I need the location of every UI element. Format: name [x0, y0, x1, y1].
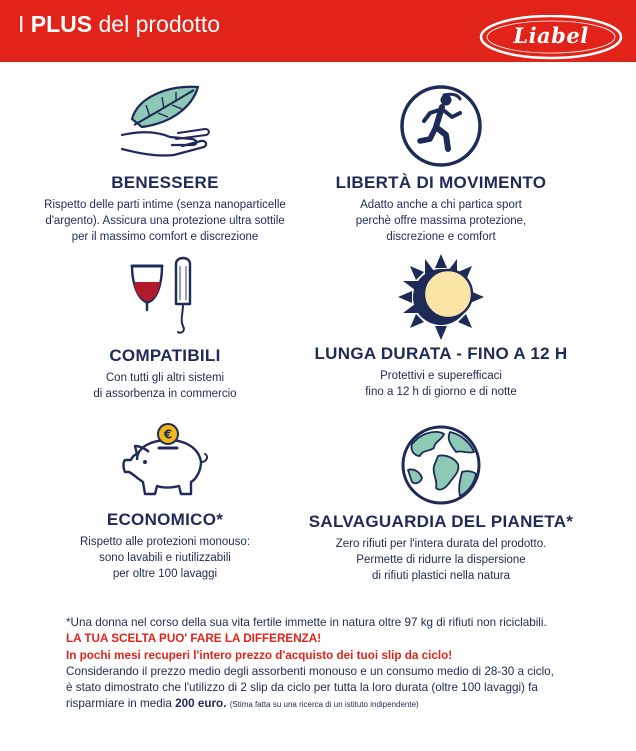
title-prefix: I — [18, 11, 25, 37]
feature-description — [306, 368, 576, 400]
feature-compatibili — [30, 252, 300, 402]
savings-text-line — [66, 696, 626, 713]
feather-hand-icon — [120, 83, 210, 165]
title-bold: PLUS — [30, 11, 93, 37]
feature-salvaguardia — [306, 422, 576, 584]
feature-title: LIBERTÀ DI MOVIMENTO — [335, 173, 547, 192]
feature-benessere — [30, 83, 300, 245]
desc-line: sono lavabili e riutilizzabili — [99, 552, 231, 564]
header-bar — [0, 0, 636, 62]
liabel-logo — [477, 15, 625, 75]
feature-title: COMPATIBILI — [109, 346, 221, 365]
feature-description — [30, 197, 300, 245]
desc-line: Rispetto delle parti intime (senza nanoparticelle — [44, 199, 286, 211]
desc-line: Adatto anche a chi partica sport — [360, 199, 522, 211]
feature-description — [306, 197, 576, 245]
coin-symbol: € — [163, 427, 173, 442]
desc-line: per il massimo comfort e discrezione — [71, 231, 259, 243]
piggy-bank-icon — [115, 422, 215, 506]
desc-line: Permette di ridurre la dispersione — [356, 554, 526, 566]
desc-line: di assorbenza in commercio — [93, 388, 237, 400]
desc-line: perchè offre massima protezione, — [355, 215, 527, 227]
globe-icon — [398, 422, 484, 508]
desc-line: discrezione e comfort — [386, 231, 496, 243]
feature-title: BENESSERE — [111, 173, 219, 192]
feature-lunga-durata — [306, 252, 576, 400]
page-title — [18, 11, 220, 37]
runner-icon — [398, 83, 484, 169]
savings-text-line: Considerando il prezzo medio degli assorbenti monouso e un consumo medio di 28-30 a ciclo, — [66, 664, 554, 678]
feature-title: LUNGA DURATA - FINO A 12 H — [314, 344, 568, 363]
savings-amount: 200 euro. — [175, 697, 227, 711]
desc-line: per oltre 100 lavaggi — [112, 568, 218, 580]
desc-line: fino a 12 h di giorno e di notte — [365, 386, 517, 398]
desc-line: Protettivi e superefficaci — [380, 370, 502, 382]
feature-title: SALVAGUARDIA DEL PIANETA* — [308, 512, 574, 531]
feature-economico — [30, 422, 300, 582]
feature-description — [30, 534, 300, 582]
desc-line: Zero rifiuti per l'intera durata del prodotto. — [335, 538, 547, 550]
sun-icon — [396, 252, 486, 342]
slogan-choice: LA TUA SCELTA PUO' FARE LA DIFFERENZA! — [66, 632, 322, 646]
cup-tampon-icon — [120, 252, 210, 338]
savings-prefix: risparmiare in media — [66, 697, 172, 711]
feature-description — [306, 536, 576, 584]
title-suffix: del prodotto — [98, 11, 220, 37]
footnote: *Una donna nel corso della sua vita fertile immette in natura oltre 97 kg di rifiuti non riciclabili. — [66, 616, 547, 629]
footer-notes — [66, 615, 626, 714]
desc-line: Con tutti gli altri sistemi — [105, 372, 225, 384]
desc-line: d'argento). Assicura una protezione ultra sottile — [45, 215, 285, 227]
savings-text-line: è stato dimostrato che l'utilizzo di 2 slip da ciclo per tutta la loro durata (oltre 100 lavaggi) fa — [66, 681, 538, 695]
feature-description — [30, 370, 300, 402]
slogan-recover: In pochi mesi recuperi l'intero prezzo d'acquisto dei tuoi slip da ciclo! — [66, 648, 453, 662]
desc-line: di rifiuti plastici nella natura — [371, 570, 511, 582]
feature-liberta — [306, 83, 576, 245]
desc-line: Rispetto alle protezioni monouso: — [79, 536, 251, 548]
logo-text: Liabel — [513, 23, 589, 48]
feature-title: ECONOMICO* — [106, 510, 224, 529]
source-note: (Stima fatta su una ricerca di un istituto indipendente) — [229, 700, 419, 710]
